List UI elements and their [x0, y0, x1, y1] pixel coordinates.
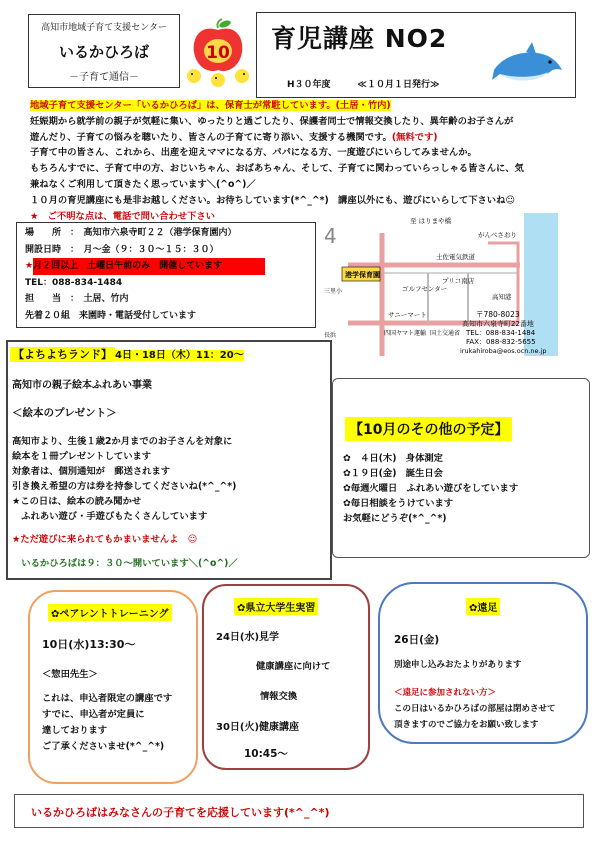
footer-text: いるかひろばはみなさんの子育てを応援しています(*^_^*): [31, 806, 330, 819]
schedule-item: ✿ ４日(木) 身体測定: [343, 453, 443, 464]
map-addr: 高知市六泉寺町22番地: [462, 320, 534, 328]
org-line1: 高知市地域子育て支援センター: [41, 23, 167, 33]
map-tel: TEL：088-834-1484: [466, 329, 536, 337]
card-line: 別途申し込みおたよりがあります: [394, 660, 522, 670]
saturday-notice: 月２回以上 土曜日午前のみ 開催しています: [33, 258, 265, 275]
intro-line: 兼ねなくご利用して頂きたく思っています＼(^o^)／: [30, 178, 256, 190]
map-mail: irukahiroba@eos.ocn.ne.jp: [460, 347, 547, 355]
info-first: 先着２０組 来園時・電話受付しています: [25, 310, 197, 321]
card-title: ✿遠足: [466, 598, 500, 615]
footer-banner: [14, 794, 584, 828]
schedule-item: ✿１９日(金) 誕生日会: [343, 468, 443, 479]
info-tel: TEL：088-834-1484: [25, 277, 123, 288]
yochi-line: 絵本を１冊プレゼントしています: [12, 451, 152, 462]
contact-note: ★ ご不明な点は、電話で問い合わせ下さい: [30, 210, 215, 222]
card-title: ✿県立大学生実習: [234, 598, 318, 615]
parent-training-card: [28, 590, 198, 784]
card-line: 情報交換: [260, 691, 298, 702]
yochi-line: 高知市より、生後１歳2か月までのお子さんを対象に: [12, 436, 233, 447]
schedule-item: ✿毎日相談をうけています: [343, 498, 454, 509]
star-icon: ★: [25, 261, 34, 271]
card-line: 健康講座に向けて: [256, 661, 331, 672]
card-date: 10日(水)13:30～: [42, 638, 136, 651]
map-label-mlit: 国土交通省: [430, 330, 461, 337]
card-line: ご了承くださいませ(*^_^*): [42, 741, 165, 752]
yochiyochi-section: [6, 340, 332, 580]
org-sub: －子育て通信－: [69, 72, 139, 83]
card-line: 10:45～: [244, 748, 288, 760]
yochi-event: 高知市の親子絵本ふれあい事業: [12, 380, 152, 391]
card-line: 達しております: [42, 725, 108, 736]
schedule-item: ✿毎週火曜日 ふれあい遊びをしています: [343, 483, 519, 494]
card-line: この日はいるかひろばの部屋は閉めさせて: [394, 704, 556, 714]
map-fax: FAX：088-832-5655: [466, 338, 536, 346]
yochi-line: ふれあい遊び・手遊びもたくさんしています: [12, 511, 208, 522]
map-label-sunny: サニーマート: [388, 311, 427, 319]
schedule-item: お気軽にどうぞ(*^_^*): [343, 513, 447, 524]
issue-date: H３０年度 ≪１０月１日発行≫: [287, 80, 440, 90]
map-label-purico: プリコ南店: [442, 277, 475, 285]
card-teacher: ＜惣田先生＞: [42, 669, 98, 680]
info-place: 場 所 ： 高知市六泉寺町２２（港学保育園内）: [25, 228, 237, 238]
map-label-school: 三里小: [324, 288, 343, 295]
map-label-port: 高知港: [492, 293, 512, 301]
intro-highlight: 地域子育て支援センター「いるかひろば」は、保育士が常駐しています。(土居・竹内): [30, 100, 391, 111]
intro-line: 妊娠期から就学前の親子が気軽に集い、ゆったりと過ごしたり、保護者同士で情報交換したり、異年齢のお子さんが: [30, 115, 514, 127]
yochi-line: ★この日は、絵本の読み聞かせ: [12, 496, 142, 507]
svg-text:4: 4: [324, 224, 337, 248]
dolphin-icon: [490, 40, 566, 88]
card-line: 30日(火)健康講座: [216, 722, 300, 733]
apple-number: 10: [206, 43, 230, 63]
intro-line: １０月の育児講座にも是非お越しください。お待ちしています(*^_^*) 講座以外にも、遊びにいらして下さいね☺: [30, 194, 516, 206]
free-note: (無料です): [391, 131, 438, 143]
intro-text: [30, 98, 578, 224]
schedule-title: 【10月のその他の予定】: [345, 417, 512, 441]
yochi-line: 対象者は、個別通知が 郵送されます: [12, 466, 171, 477]
org-box: [28, 14, 180, 88]
info-hours: 開設日時 ： 月～金（９：３０～１５：３０）: [25, 244, 219, 255]
map-label-hariyama: 至 はりまや橋: [410, 217, 452, 225]
yochi-welcome: ★ただ遊びに来られてもかまいませんよ ☺: [12, 534, 198, 545]
map-label-ganbe: がんべさおり: [478, 231, 517, 239]
page-title: 育児講座 NO2: [271, 24, 448, 53]
apple-chicks-illustration: [186, 18, 250, 90]
card-line: 頂きますのでご協力をお願い致します: [394, 720, 539, 730]
schedule-section: [332, 378, 590, 558]
yochi-line: 引き換え希望の方は券を持参してくださいね(*^_^*): [12, 481, 237, 492]
map-post: 〒780-8023: [476, 310, 520, 319]
yochi-open: いるかひろばは９：３０～開いています＼(^o^)／: [12, 558, 238, 569]
yochi-gift: ＜絵本のプレゼント＞: [12, 407, 117, 419]
intro-line: 遊んだり、子育ての悩みを聴いたり、皆さんの子育てに寄り添い、支援する機関です。: [30, 131, 392, 143]
card-line: これは、申込者限定の講座です: [42, 693, 173, 704]
card-line: 24日(水)見学: [216, 632, 280, 643]
card-date: 26日(金): [394, 634, 440, 646]
card-line: すでに、申込者が定員に: [42, 709, 145, 720]
org-name: いるかひろば: [58, 43, 149, 61]
access-map: [318, 213, 580, 356]
card-line: ＜遠足に参加されない方＞: [394, 688, 497, 698]
university-practice-card: [202, 584, 370, 770]
map-label-kosen: 港学保育園: [345, 271, 380, 279]
info-staff: 担 当 ： 土居、竹内: [25, 294, 129, 304]
map-label-golf: ゴルフセンター: [402, 285, 448, 293]
map-label-yamato: 四国ヤマト運輸: [384, 330, 427, 337]
map-label-nagahama: 長浜: [324, 332, 337, 339]
yochi-tag: 【よちよちランド】: [10, 347, 115, 362]
excursion-card: [378, 582, 588, 744]
intro-line: 子育て中の皆さん、これから、出産を迎えママになる方、パパになる方、一度遊びにいらしてみませんか。: [30, 147, 477, 159]
card-title: ✿ペアレントトレーニング: [48, 604, 172, 621]
yochi-date: 4日・18日（木）11：20～: [115, 350, 244, 361]
intro-line: もちろんすでに、子育て中の方、おじいちゃん、おばあちゃん、そして、子育てに関わっていらっしゃる皆さんに、気: [30, 163, 524, 175]
map-label-railway: 土佐電気鉄道: [436, 253, 475, 261]
info-box: [16, 222, 316, 328]
